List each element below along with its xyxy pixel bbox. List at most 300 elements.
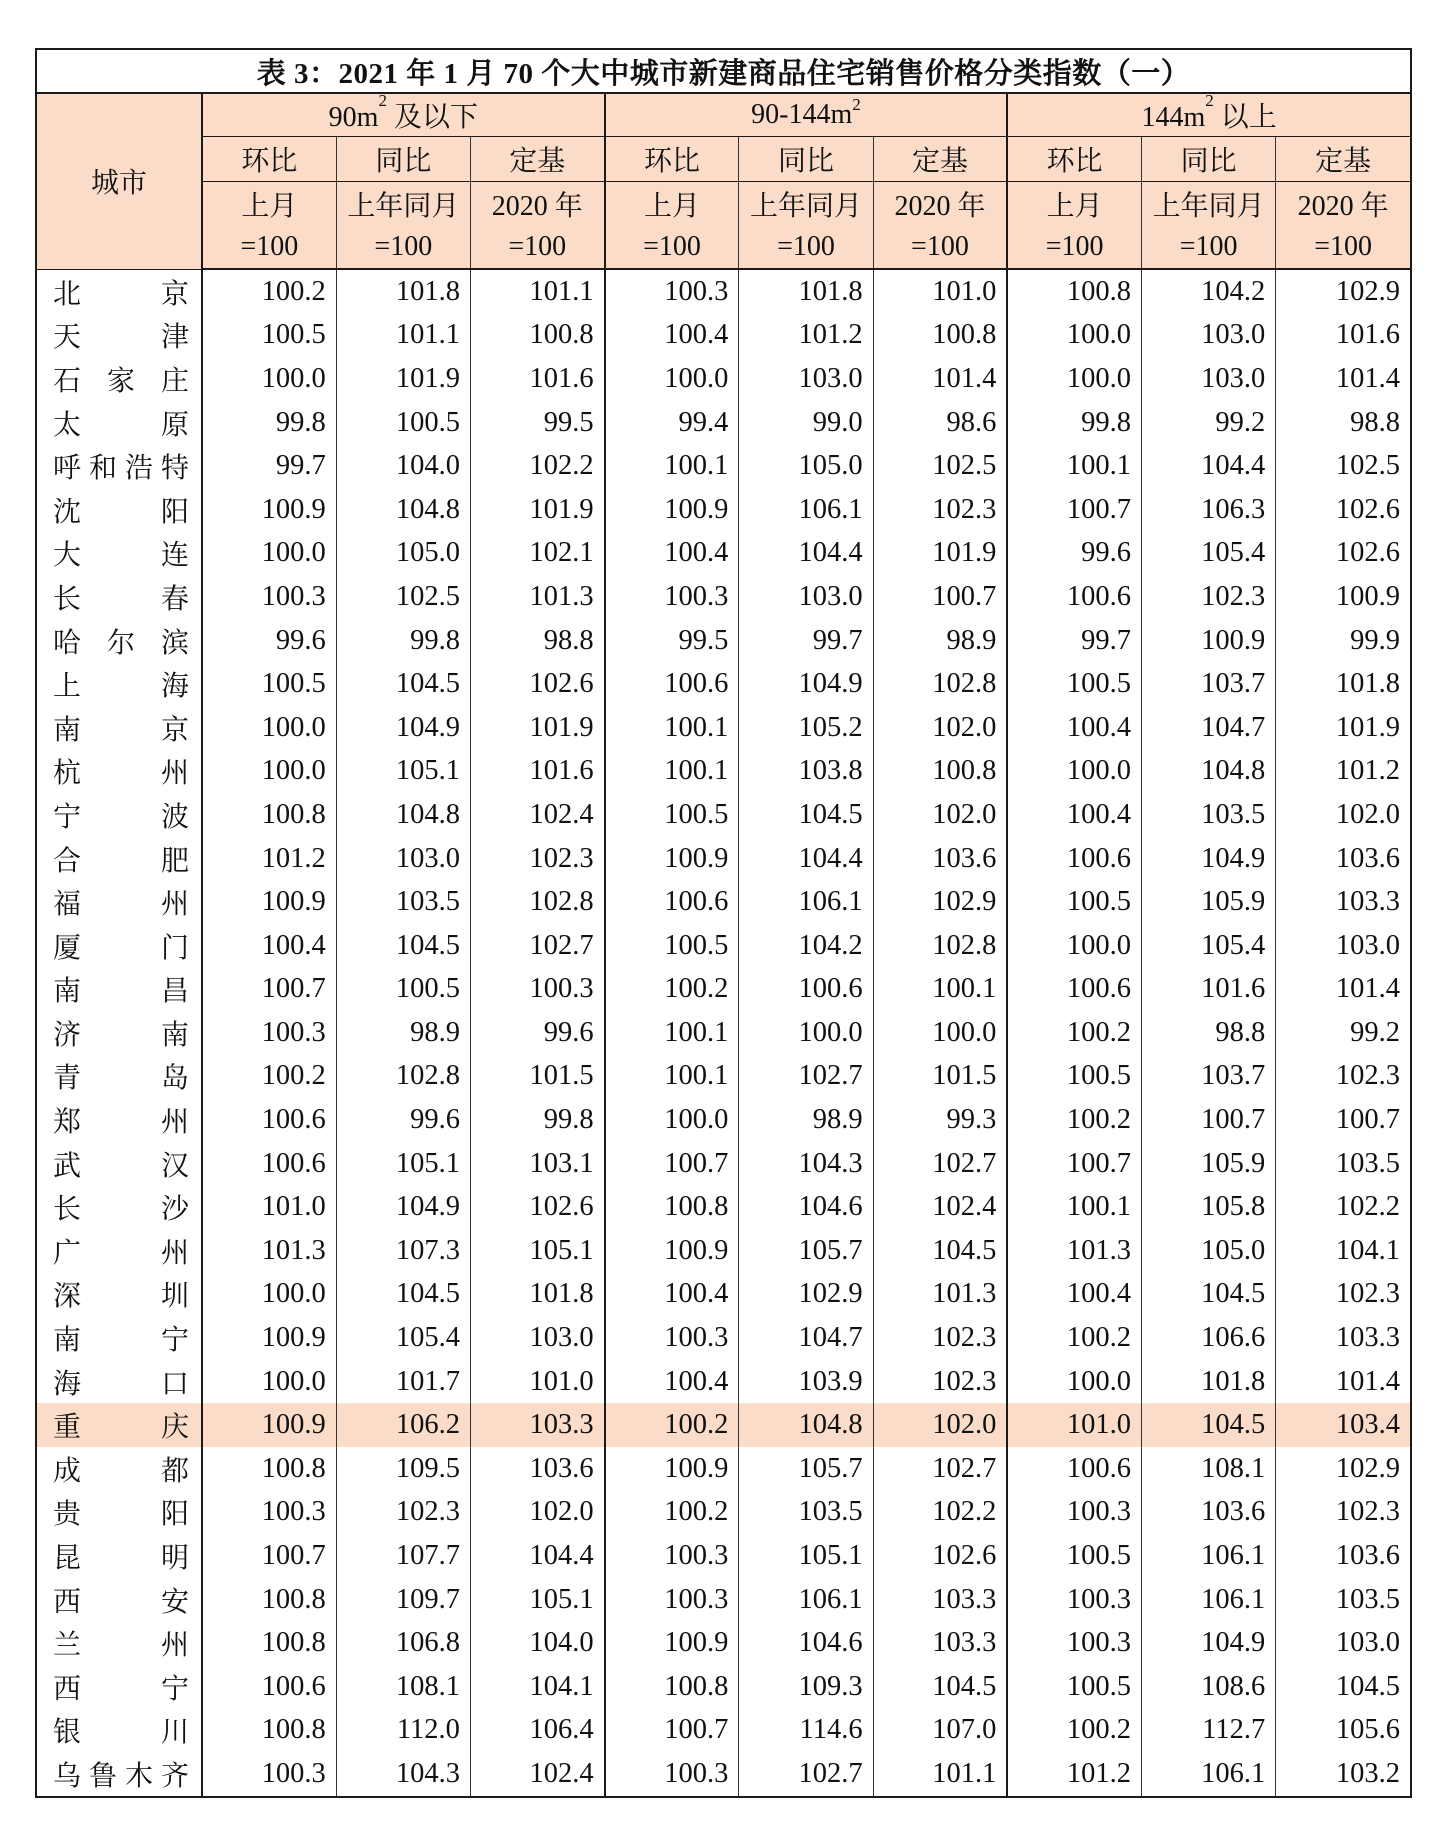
index-value: 103.9 xyxy=(739,1360,873,1404)
index-value: 100.2 xyxy=(605,968,739,1012)
index-value: 103.0 xyxy=(336,837,470,881)
index-value: 101.1 xyxy=(336,314,470,358)
table-row xyxy=(37,1142,1410,1186)
index-value: 99.6 xyxy=(202,619,336,663)
table-row xyxy=(37,1621,1410,1665)
index-value: 100.2 xyxy=(1007,1709,1141,1753)
index-value: 100.8 xyxy=(605,1665,739,1709)
city-name: 沈阳 xyxy=(53,494,189,528)
index-value: 100.7 xyxy=(1007,488,1141,532)
index-value: 101.2 xyxy=(1007,1752,1141,1796)
index-value: 100.3 xyxy=(202,1011,336,1055)
index-value: 103.6 xyxy=(1142,1491,1276,1535)
index-value: 100.0 xyxy=(1007,314,1141,358)
index-value: 106.2 xyxy=(336,1403,470,1447)
group-header-label: 144m xyxy=(1141,102,1206,133)
city-name: 西安 xyxy=(53,1584,189,1618)
index-value: 100.6 xyxy=(1007,968,1141,1012)
index-value: 100.8 xyxy=(202,793,336,837)
index-value: 100.9 xyxy=(1142,619,1276,663)
index-value: 104.0 xyxy=(336,444,470,488)
index-value: 100.0 xyxy=(1007,924,1141,968)
index-value: 102.8 xyxy=(336,1055,470,1099)
base-value-header: =100 xyxy=(1007,225,1141,269)
city-name: 长沙 xyxy=(53,1192,189,1226)
index-value: 104.5 xyxy=(739,793,873,837)
index-value: 102.3 xyxy=(873,1316,1007,1360)
index-value: 104.5 xyxy=(1276,1665,1410,1709)
index-value: 103.0 xyxy=(1276,924,1410,968)
index-value: 100.5 xyxy=(336,401,470,445)
base-period-header: 上月 xyxy=(1007,182,1141,226)
index-value: 100.7 xyxy=(1142,1098,1276,1142)
index-value: 100.2 xyxy=(1007,1316,1141,1360)
index-value: 100.9 xyxy=(202,1403,336,1447)
index-value: 103.3 xyxy=(1276,880,1410,924)
index-value: 101.8 xyxy=(1142,1360,1276,1404)
index-value: 101.4 xyxy=(1276,1360,1410,1404)
index-value: 101.8 xyxy=(470,1273,604,1317)
index-value: 102.3 xyxy=(873,1360,1007,1404)
table-row xyxy=(37,1447,1410,1491)
index-value: 106.1 xyxy=(739,488,873,532)
index-value: 101.2 xyxy=(739,314,873,358)
index-type-header: 定基 xyxy=(1276,137,1410,182)
city-name: 大连 xyxy=(53,538,189,572)
table-row xyxy=(37,968,1410,1012)
city-name: 贵阳 xyxy=(53,1497,189,1531)
index-value: 100.7 xyxy=(202,968,336,1012)
index-value: 105.0 xyxy=(1142,1229,1276,1273)
index-value: 100.9 xyxy=(605,488,739,532)
city-name: 广州 xyxy=(53,1235,189,1269)
index-value: 103.0 xyxy=(739,575,873,619)
index-value: 100.1 xyxy=(605,1011,739,1055)
index-value: 105.8 xyxy=(1142,1185,1276,1229)
index-value: 100.7 xyxy=(605,1709,739,1753)
index-value: 103.2 xyxy=(1276,1752,1410,1796)
table-row xyxy=(37,532,1410,576)
table-row xyxy=(37,488,1410,532)
index-value: 105.1 xyxy=(336,1142,470,1186)
index-value: 103.3 xyxy=(470,1403,604,1447)
index-value: 101.7 xyxy=(336,1360,470,1404)
index-value: 102.1 xyxy=(470,532,604,576)
index-value: 102.3 xyxy=(1276,1273,1410,1317)
index-value: 105.2 xyxy=(739,706,873,750)
index-value: 108.1 xyxy=(1142,1447,1276,1491)
index-value: 99.6 xyxy=(1007,532,1141,576)
index-value: 101.6 xyxy=(470,750,604,794)
table-row xyxy=(37,662,1410,706)
index-value: 100.5 xyxy=(1007,662,1141,706)
group-header-suffix: 及以下 xyxy=(386,102,478,133)
index-value: 104.8 xyxy=(336,488,470,532)
index-value: 102.2 xyxy=(873,1491,1007,1535)
table-row xyxy=(37,575,1410,619)
index-value: 103.8 xyxy=(739,750,873,794)
index-value: 102.7 xyxy=(739,1752,873,1796)
index-value: 102.4 xyxy=(873,1185,1007,1229)
index-value: 101.9 xyxy=(336,357,470,401)
index-value: 99.8 xyxy=(470,1098,604,1142)
index-value: 100.2 xyxy=(1007,1011,1141,1055)
table-row xyxy=(37,314,1410,358)
index-value: 100.1 xyxy=(605,444,739,488)
city-name: 杭州 xyxy=(53,756,189,790)
index-value: 103.3 xyxy=(873,1621,1007,1665)
index-value: 100.3 xyxy=(605,575,739,619)
index-value: 101.2 xyxy=(1276,750,1410,794)
index-value: 105.0 xyxy=(336,532,470,576)
index-value: 102.6 xyxy=(470,1185,604,1229)
index-value: 100.3 xyxy=(605,1316,739,1360)
table-row xyxy=(37,706,1410,750)
index-value: 104.2 xyxy=(739,924,873,968)
index-type-header: 同比 xyxy=(1142,137,1276,182)
index-value: 103.0 xyxy=(1276,1621,1410,1665)
index-value: 109.5 xyxy=(336,1447,470,1491)
index-value: 102.5 xyxy=(1276,444,1410,488)
index-value: 105.1 xyxy=(470,1578,604,1622)
index-type-header: 定基 xyxy=(470,137,604,182)
index-value: 100.1 xyxy=(605,706,739,750)
index-value: 100.9 xyxy=(605,1621,739,1665)
index-value: 104.3 xyxy=(336,1752,470,1796)
index-value: 104.8 xyxy=(336,793,470,837)
index-value: 100.2 xyxy=(605,1491,739,1535)
index-value: 100.8 xyxy=(470,314,604,358)
index-value: 103.6 xyxy=(1276,837,1410,881)
index-value: 100.3 xyxy=(1007,1491,1141,1535)
city-name: 天津 xyxy=(53,320,189,354)
index-type-header: 环比 xyxy=(605,137,739,182)
index-value: 103.0 xyxy=(1142,357,1276,401)
index-value: 99.0 xyxy=(739,401,873,445)
base-period-header: 上月 xyxy=(605,182,739,226)
index-value: 101.5 xyxy=(470,1055,604,1099)
index-value: 100.0 xyxy=(202,357,336,401)
index-value: 99.5 xyxy=(605,619,739,663)
index-value: 100.3 xyxy=(605,1752,739,1796)
index-value: 101.9 xyxy=(470,488,604,532)
index-value: 100.0 xyxy=(202,750,336,794)
index-value: 100.3 xyxy=(470,968,604,1012)
index-value: 101.8 xyxy=(739,269,873,314)
index-value: 100.4 xyxy=(605,314,739,358)
index-value: 106.1 xyxy=(739,1578,873,1622)
price-index-table xyxy=(37,50,1410,1796)
group-header xyxy=(1007,93,1410,137)
group-header-sup: 2 xyxy=(852,95,861,114)
city-name: 南宁 xyxy=(53,1323,189,1357)
index-value: 103.6 xyxy=(1276,1534,1410,1578)
index-value: 100.7 xyxy=(1276,1098,1410,1142)
index-value: 101.3 xyxy=(873,1273,1007,1317)
index-value: 100.9 xyxy=(605,1229,739,1273)
index-value: 104.8 xyxy=(739,1403,873,1447)
index-value: 102.8 xyxy=(873,662,1007,706)
index-value: 102.6 xyxy=(1276,488,1410,532)
table-row xyxy=(37,1273,1410,1317)
index-value: 104.8 xyxy=(1142,750,1276,794)
table-row xyxy=(37,444,1410,488)
index-value: 100.8 xyxy=(873,750,1007,794)
index-value: 105.9 xyxy=(1142,880,1276,924)
index-value: 101.9 xyxy=(1276,706,1410,750)
index-value: 104.9 xyxy=(1142,1621,1276,1665)
group-header-sup: 2 xyxy=(378,91,387,110)
index-value: 101.4 xyxy=(873,357,1007,401)
table-row xyxy=(37,1403,1410,1447)
index-value: 104.4 xyxy=(739,532,873,576)
table-row xyxy=(37,269,1410,314)
table-row xyxy=(37,1055,1410,1099)
index-value: 100.5 xyxy=(202,314,336,358)
index-value: 100.6 xyxy=(739,968,873,1012)
city-name: 武汉 xyxy=(53,1148,189,1182)
index-value: 100.8 xyxy=(202,1709,336,1753)
index-value: 100.3 xyxy=(605,269,739,314)
city-name: 乌鲁木齐 xyxy=(53,1758,189,1792)
index-value: 100.1 xyxy=(1007,1185,1141,1229)
index-value: 99.8 xyxy=(1007,401,1141,445)
index-value: 100.3 xyxy=(202,575,336,619)
index-value: 105.1 xyxy=(470,1229,604,1273)
index-value: 100.6 xyxy=(605,880,739,924)
index-value: 99.2 xyxy=(1142,401,1276,445)
index-value: 103.5 xyxy=(739,1491,873,1535)
index-value: 102.9 xyxy=(1276,269,1410,314)
index-value: 99.7 xyxy=(1007,619,1141,663)
index-value: 100.4 xyxy=(1007,793,1141,837)
index-value: 104.6 xyxy=(739,1621,873,1665)
index-value: 100.6 xyxy=(202,1665,336,1709)
index-value: 104.0 xyxy=(470,1621,604,1665)
city-name: 南昌 xyxy=(53,974,189,1008)
city-name: 昆明 xyxy=(53,1541,189,1575)
index-value: 102.2 xyxy=(1276,1185,1410,1229)
index-type-header: 环比 xyxy=(202,137,336,182)
city-name: 石家庄 xyxy=(53,363,189,397)
city-name: 海口 xyxy=(53,1366,189,1400)
base-period-header: 2020 年 xyxy=(873,182,1007,226)
table-title: 表 3：2021 年 1 月 70 个大中城市新建商品住宅销售价格分类指数（一） xyxy=(37,50,1410,93)
index-value: 104.5 xyxy=(336,1273,470,1317)
index-value: 101.0 xyxy=(202,1185,336,1229)
index-value: 100.9 xyxy=(605,1447,739,1491)
city-name: 西宁 xyxy=(53,1671,189,1705)
index-value: 100.5 xyxy=(336,968,470,1012)
index-value: 100.4 xyxy=(605,1360,739,1404)
table-row xyxy=(37,837,1410,881)
city-name: 银川 xyxy=(53,1715,189,1749)
index-value: 101.0 xyxy=(470,1360,604,1404)
index-value: 100.0 xyxy=(202,532,336,576)
index-value: 105.7 xyxy=(739,1447,873,1491)
index-value: 102.0 xyxy=(873,793,1007,837)
index-value: 102.3 xyxy=(1142,575,1276,619)
table-row xyxy=(37,880,1410,924)
index-value: 102.7 xyxy=(873,1142,1007,1186)
city-name: 青岛 xyxy=(53,1061,189,1095)
index-value: 100.4 xyxy=(605,532,739,576)
index-value: 103.5 xyxy=(336,880,470,924)
index-value: 102.6 xyxy=(470,662,604,706)
table-row xyxy=(37,1534,1410,1578)
index-value: 101.4 xyxy=(1276,357,1410,401)
index-type-header: 环比 xyxy=(1007,137,1141,182)
index-value: 100.5 xyxy=(605,924,739,968)
table-row xyxy=(37,619,1410,663)
base-value-header: =100 xyxy=(605,225,739,269)
city-name: 宁波 xyxy=(53,799,189,833)
base-period-header: 上年同月 xyxy=(739,182,873,226)
index-value: 100.8 xyxy=(873,314,1007,358)
index-value: 100.9 xyxy=(1276,575,1410,619)
table-row xyxy=(37,1011,1410,1055)
base-period-header: 上年同月 xyxy=(336,182,470,226)
base-value-header: =100 xyxy=(336,225,470,269)
table-row xyxy=(37,1709,1410,1753)
index-value: 107.0 xyxy=(873,1709,1007,1753)
index-value: 101.6 xyxy=(470,357,604,401)
index-value: 100.3 xyxy=(202,1752,336,1796)
index-value: 100.1 xyxy=(605,1055,739,1099)
index-value: 104.7 xyxy=(1142,706,1276,750)
index-value: 99.6 xyxy=(336,1098,470,1142)
index-value: 105.4 xyxy=(1142,924,1276,968)
index-value: 100.0 xyxy=(739,1011,873,1055)
index-value: 100.0 xyxy=(202,706,336,750)
index-value: 104.5 xyxy=(336,662,470,706)
index-value: 106.3 xyxy=(1142,488,1276,532)
index-value: 100.5 xyxy=(1007,1534,1141,1578)
index-value: 102.5 xyxy=(336,575,470,619)
table-row xyxy=(37,401,1410,445)
base-value-header: =100 xyxy=(470,225,604,269)
index-value: 100.1 xyxy=(1007,444,1141,488)
index-value: 104.3 xyxy=(739,1142,873,1186)
index-value: 98.8 xyxy=(470,619,604,663)
index-value: 103.7 xyxy=(1142,1055,1276,1099)
index-value: 112.0 xyxy=(336,1709,470,1753)
index-value: 101.9 xyxy=(873,532,1007,576)
table-row xyxy=(37,1360,1410,1404)
index-value: 106.6 xyxy=(1142,1316,1276,1360)
index-value: 102.0 xyxy=(873,706,1007,750)
index-value: 100.2 xyxy=(202,269,336,314)
index-value: 102.0 xyxy=(1276,793,1410,837)
index-value: 101.1 xyxy=(873,1752,1007,1796)
index-value: 99.2 xyxy=(1276,1011,1410,1055)
index-value: 100.9 xyxy=(605,837,739,881)
index-value: 104.5 xyxy=(1142,1403,1276,1447)
index-value: 98.8 xyxy=(1276,401,1410,445)
index-value: 101.6 xyxy=(1276,314,1410,358)
index-value: 100.6 xyxy=(202,1142,336,1186)
index-value: 102.9 xyxy=(739,1273,873,1317)
index-value: 102.5 xyxy=(873,444,1007,488)
index-value: 103.0 xyxy=(470,1316,604,1360)
city-name: 成都 xyxy=(53,1453,189,1487)
index-value: 100.8 xyxy=(1007,269,1141,314)
index-value: 100.0 xyxy=(605,1098,739,1142)
index-type-header: 定基 xyxy=(873,137,1007,182)
base-value-header: =100 xyxy=(1276,225,1410,269)
index-value: 100.2 xyxy=(1007,1098,1141,1142)
index-value: 108.1 xyxy=(336,1665,470,1709)
index-value: 102.3 xyxy=(873,488,1007,532)
table-row xyxy=(37,750,1410,794)
city-name: 合肥 xyxy=(53,843,189,877)
city-name: 郑州 xyxy=(53,1105,189,1139)
index-value: 100.5 xyxy=(1007,1665,1141,1709)
index-value: 103.3 xyxy=(873,1578,1007,1622)
index-value: 104.5 xyxy=(336,924,470,968)
index-value: 98.6 xyxy=(873,401,1007,445)
index-value: 100.8 xyxy=(202,1578,336,1622)
city-name: 哈尔滨 xyxy=(53,625,189,659)
index-value: 102.3 xyxy=(1276,1491,1410,1535)
index-value: 100.3 xyxy=(1007,1578,1141,1622)
index-value: 104.5 xyxy=(1142,1273,1276,1317)
index-value: 100.7 xyxy=(605,1142,739,1186)
index-value: 103.0 xyxy=(739,357,873,401)
base-value-header: =100 xyxy=(739,225,873,269)
index-value: 102.9 xyxy=(1276,1447,1410,1491)
base-period-header: 2020 年 xyxy=(470,182,604,226)
index-value: 107.3 xyxy=(336,1229,470,1273)
index-value: 100.1 xyxy=(873,968,1007,1012)
index-value: 101.3 xyxy=(470,575,604,619)
index-value: 109.3 xyxy=(739,1665,873,1709)
index-value: 103.7 xyxy=(1142,662,1276,706)
index-value: 101.8 xyxy=(1276,662,1410,706)
index-value: 99.9 xyxy=(1276,619,1410,663)
index-value: 102.8 xyxy=(470,880,604,924)
index-value: 100.8 xyxy=(202,1621,336,1665)
index-value: 100.7 xyxy=(1007,1142,1141,1186)
index-value: 100.6 xyxy=(202,1098,336,1142)
index-value: 103.6 xyxy=(470,1447,604,1491)
index-value: 100.0 xyxy=(1007,750,1141,794)
index-value: 105.0 xyxy=(739,444,873,488)
index-value: 104.1 xyxy=(470,1665,604,1709)
index-value: 98.9 xyxy=(873,619,1007,663)
base-period-header: 上月 xyxy=(202,182,336,226)
index-value: 100.0 xyxy=(605,357,739,401)
index-value: 102.9 xyxy=(873,880,1007,924)
index-value: 100.3 xyxy=(605,1578,739,1622)
index-value: 103.4 xyxy=(1276,1403,1410,1447)
index-value: 101.3 xyxy=(1007,1229,1141,1273)
index-value: 103.5 xyxy=(1276,1142,1410,1186)
table-row xyxy=(37,1752,1410,1796)
index-value: 100.3 xyxy=(605,1534,739,1578)
group-header xyxy=(202,93,605,137)
index-value: 104.4 xyxy=(1142,444,1276,488)
index-value: 102.6 xyxy=(1276,532,1410,576)
city-name: 福州 xyxy=(53,887,189,921)
index-value: 99.5 xyxy=(470,401,604,445)
index-value: 98.8 xyxy=(1142,1011,1276,1055)
index-value: 100.8 xyxy=(202,1447,336,1491)
index-value: 106.1 xyxy=(739,880,873,924)
index-value: 105.1 xyxy=(739,1534,873,1578)
index-value: 101.9 xyxy=(470,706,604,750)
index-value: 101.8 xyxy=(336,269,470,314)
